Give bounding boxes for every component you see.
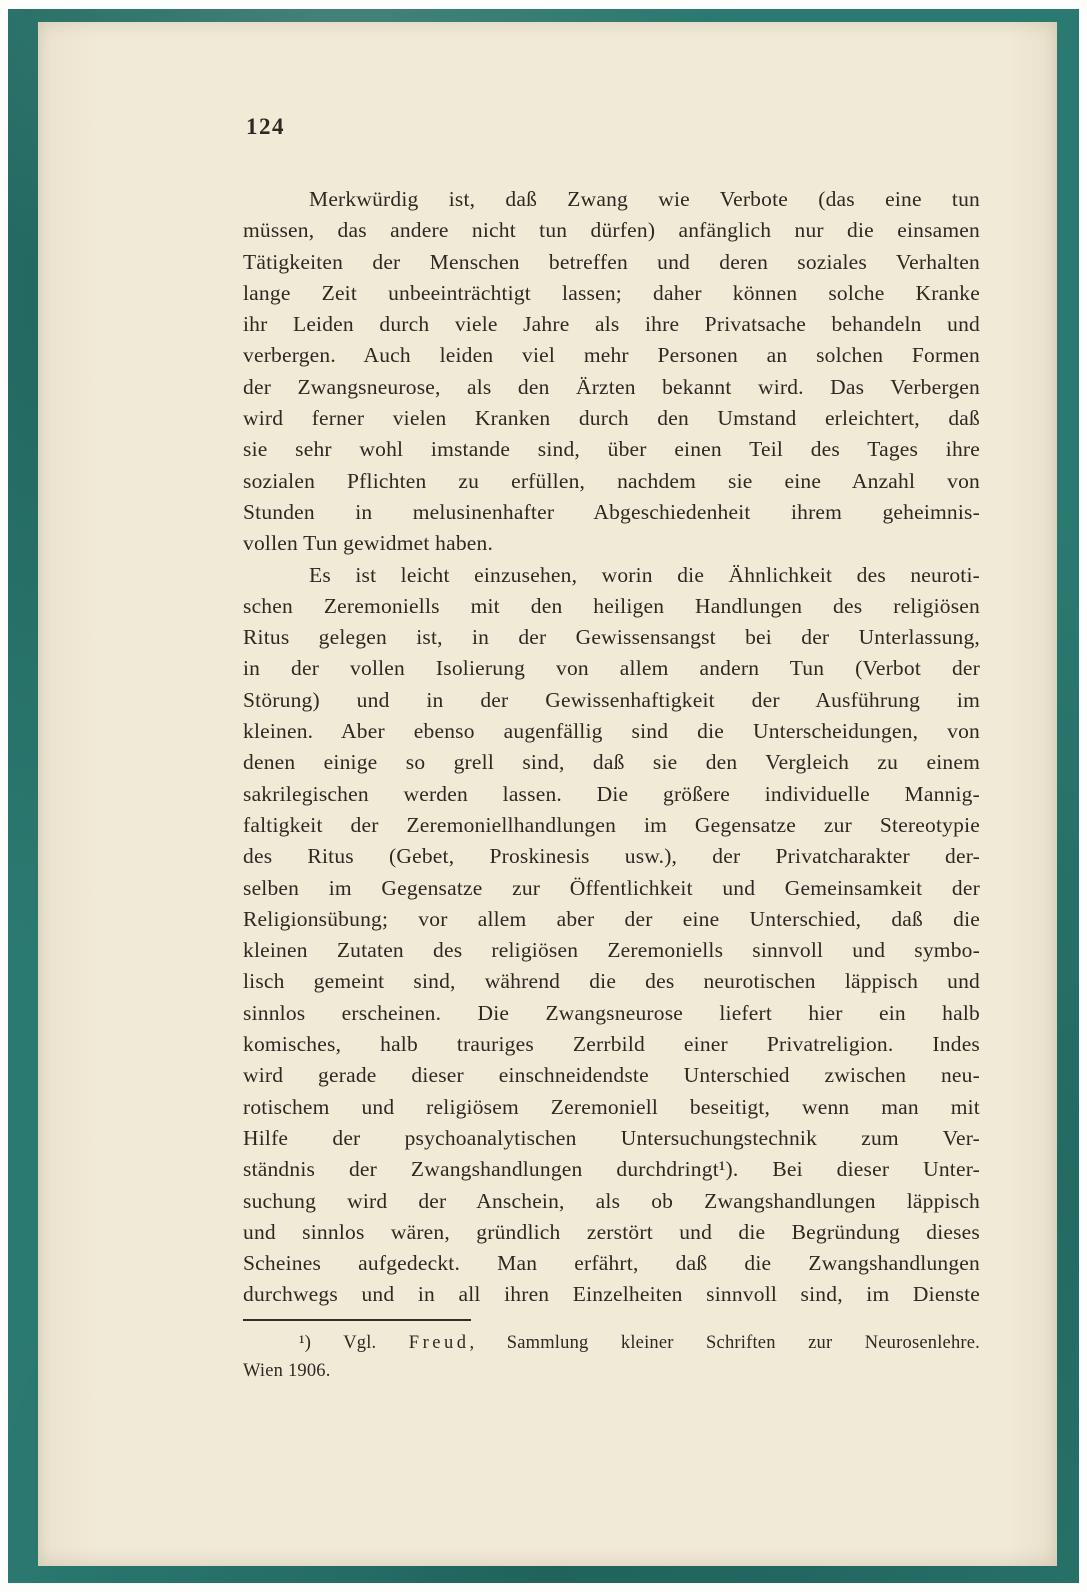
text-line: verbergen. Auch leiden viel mehr Personen an solchen Formen — [243, 343, 980, 368]
text-line: sozialen Pflichten zu erfüllen, nachdem sie eine Anzahl von — [243, 468, 980, 493]
text-line: Ritus gelegen ist, in der Gewissensangst bei der Unterlassung, — [243, 625, 980, 650]
body-text — [243, 184, 980, 1311]
text-line: ihr Leiden durch viele Jahre als ihre Privatsache behandeln und — [243, 312, 980, 337]
footnote-line-1 — [243, 1330, 980, 1358]
text-line: Merkwürdig ist, daß Zwang wie Verbote (das eine tun — [309, 187, 980, 211]
text-line: rotischem und religiösem Zeremoniell beseitigt, wenn man mit — [243, 1094, 980, 1119]
text-line: Stunden in melusinenhafter Abgeschiedenheit ihrem geheimnis- — [243, 499, 980, 524]
text-line: schen Zeremoniells mit den heiligen Handlungen des religiösen — [243, 593, 980, 618]
text-line: wird gerade dieser einschneidendste Unterschied zwischen neu- — [243, 1063, 980, 1088]
footnote-marker: ¹) — [299, 1333, 312, 1353]
text-line: Religionsübung; vor allem aber der eine Unterschied, daß die — [243, 906, 980, 931]
text-line: sinnlos erscheinen. Die Zwangsneurose liefert hier ein halb — [243, 1000, 980, 1025]
text-line: durchwegs und in all ihren Einzelheiten sinnvoll sind, im Dienste — [243, 1282, 980, 1307]
text-line: und sinnlos wären, gründlich zerstört und die Begründung dieses — [243, 1219, 980, 1244]
text-line: müssen, das andere nicht tun dürfen) anfänglich nur die einsamen — [243, 218, 980, 243]
text-line: sakrilegischen werden lassen. Die größere individuelle Mannig- — [243, 781, 980, 806]
footnote-vgl: Vgl. — [343, 1333, 377, 1353]
text-line: Störung) und in der Gewissenhaftigkeit der Ausführung im — [243, 687, 980, 712]
text-line: selben im Gegensatze zur Öffentlichkeit und Gemeinsamkeit der — [243, 875, 980, 900]
text-line: Tätigkeiten der Menschen betreffen und deren soziales Verhalten — [243, 249, 980, 274]
text-line: kleinen. Aber ebenso augenfällig sind die Unterscheidungen, von — [243, 719, 980, 744]
text-line: vollen Tun gewidmet haben. — [243, 531, 494, 556]
footnote — [243, 1319, 980, 1385]
footnote-line-2: Wien 1906. — [243, 1360, 331, 1381]
text-line: faltigkeit der Zeremoniellhandlungen im Gegensatze zur Stereotypie — [243, 812, 980, 837]
footnote-author: Freud — [408, 1333, 470, 1353]
text-line: wird ferner vielen Kranken durch den Umstand erleichtert, daß — [243, 406, 980, 431]
text-line: sie sehr wohl imstande sind, über einen Teil des Tages ihre — [243, 437, 980, 462]
text-line: Scheines aufgedeckt. Man erfährt, daß die Zwangshandlungen — [243, 1251, 980, 1276]
text-line: Es ist leicht einzusehen, worin die Ähnlichkeit des neuroti- — [309, 562, 980, 587]
text-line: suchung wird der Anschein, als ob Zwangshandlungen läppisch — [243, 1188, 980, 1213]
text-line: komisches, halb trauriges Zerrbild einer Privatreligion. Indes — [243, 1032, 980, 1057]
text-line: kleinen Zutaten des religiösen Zeremoniells sinnvoll und symbo- — [243, 938, 980, 963]
page-paper — [38, 22, 1057, 1566]
text-line: lange Zeit unbeeinträchtigt lassen; daher können solche Kranke — [243, 280, 980, 305]
footnote-title: , Sammlung kleiner Schriften zur Neurosenlehre. — [469, 1333, 980, 1353]
text-line: in der vollen Isolierung von allem andern Tun (Verbot der — [243, 656, 980, 681]
text-line: der Zwangsneurose, als den Ärzten bekannt wird. Das Verbergen — [243, 374, 980, 399]
text-line: des Ritus (Gebet, Proskinesis usw.), der Privatcharakter der- — [243, 844, 980, 869]
page-number: 124 — [246, 114, 285, 139]
text-line: denen einige so grell sind, daß sie den Vergleich zu einem — [243, 750, 980, 775]
text-line: ständnis der Zwangshandlungen durchdringt¹). Bei dieser Unter- — [243, 1157, 980, 1182]
footnote-rule — [243, 1319, 471, 1321]
text-line: lisch gemeint sind, während die des neurotischen läppisch und — [243, 969, 980, 994]
text-line: Hilfe der psychoanalytischen Untersuchungstechnik zum Ver- — [243, 1125, 980, 1150]
